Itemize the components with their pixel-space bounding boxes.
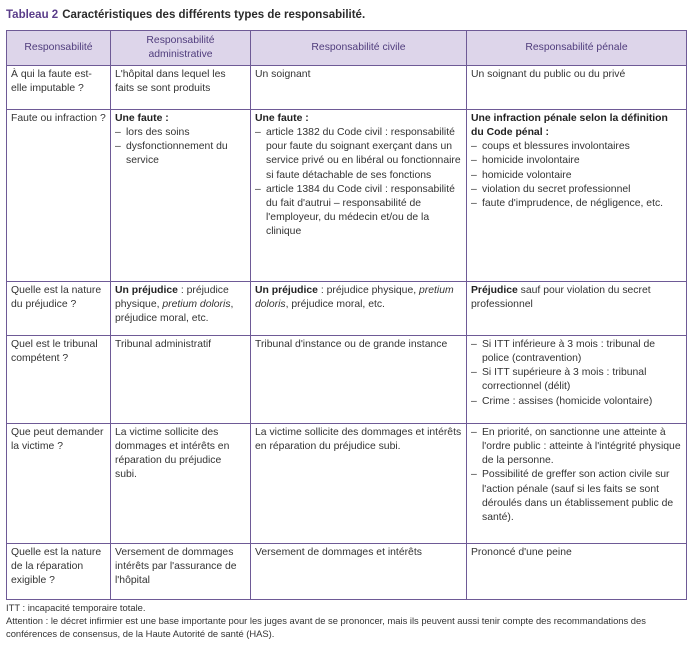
responsibility-table xyxy=(6,30,687,600)
dash-list xyxy=(255,126,462,239)
header-cell-civile: Responsabilité civile xyxy=(251,31,467,66)
cell-administrative xyxy=(111,282,251,336)
table-row xyxy=(7,282,687,336)
cell-penale xyxy=(467,110,687,282)
list-item: – Si ITT supérieure à 3 mois : tribunal correctionnel (délit) xyxy=(471,366,682,394)
cell-text: : préjudice physique, xyxy=(115,285,229,311)
row-question: À qui la faute est-elle imputable ? xyxy=(7,66,111,110)
table-row xyxy=(7,110,687,282)
cell-civile: Tribunal d'instance ou de grande instance xyxy=(251,336,467,424)
cell-penale xyxy=(467,282,687,336)
header-row xyxy=(7,31,687,66)
list-item: – Si ITT inférieure à 3 mois : tribunal de police (contravention) xyxy=(471,338,682,366)
dash-list xyxy=(471,338,682,409)
cell-bold-label: Une faute : xyxy=(255,113,309,124)
list-item: – coups et blessures involontaires xyxy=(471,140,682,154)
list-item: – article 1384 du Code civil : responsabilité du fait d'autrui – responsabilité de l'employeur, du médecin et/ou de la clinique xyxy=(255,183,462,240)
cell-italic-text: pretium doloris xyxy=(255,285,454,311)
row-question: Que peut demander la victime ? xyxy=(7,424,111,544)
list-item: – Crime : assises (homicide volontaire) xyxy=(471,395,682,409)
row-question: Quel est le tribunal compétent ? xyxy=(7,336,111,424)
cell-bold-label: Un préjudice xyxy=(255,285,318,296)
cell-civile xyxy=(251,110,467,282)
table-caption: Caractéristiques des différents types de responsabilité. xyxy=(62,9,366,21)
cell-administrative: Versement de dommages intérêts par l'assurance de l'hôpital xyxy=(111,544,251,600)
cell-administrative: L'hôpital dans lequel les faits se sont produits xyxy=(111,66,251,110)
dash-list xyxy=(471,140,682,211)
cell-penale: Un soignant du public ou du privé xyxy=(467,66,687,110)
cell-text: , préjudice moral, etc. xyxy=(285,299,385,311)
cell-bold-label: Une faute : xyxy=(115,113,169,124)
list-item: – homicide involontaire xyxy=(471,154,682,168)
cell-penale: Prononcé d'une peine xyxy=(467,544,687,600)
list-item: – lors des soins xyxy=(115,126,246,140)
cell-text: sauf pour violation du secret professionnel xyxy=(471,285,651,311)
cell-bold-label: Préjudice xyxy=(471,285,518,296)
table-row xyxy=(7,336,687,424)
list-item: – Possibilité de greffer son action civile sur l'action pénale (sauf si les faits se sont déroulés dans un établissement public de santé). xyxy=(471,468,682,525)
list-item: – homicide volontaire xyxy=(471,169,682,183)
cell-text: : préjudice physique, xyxy=(317,285,420,296)
table-title xyxy=(6,9,365,21)
list-item: – faute d'imprudence, de négligence, etc. xyxy=(471,197,682,211)
row-question: Quelle est la nature du préjudice ? xyxy=(7,282,111,336)
cell-civile: Un soignant xyxy=(251,66,467,110)
cell-penale xyxy=(467,336,687,424)
cell-administrative xyxy=(111,110,251,282)
dash-list xyxy=(115,126,246,168)
table-number: Tableau 2 xyxy=(6,9,59,21)
header-cell-responsabilite: Responsabilité xyxy=(7,31,111,66)
table-row xyxy=(7,66,687,110)
list-item: – dysfonctionnement du service xyxy=(115,140,246,168)
cell-civile xyxy=(251,282,467,336)
row-question: Faute ou infraction ? xyxy=(7,110,111,282)
row-question: Quelle est la nature de la réparation exigible ? xyxy=(7,544,111,600)
note-itt: ITT : incapacité temporaire totale. xyxy=(6,602,146,613)
table-notes xyxy=(6,601,692,640)
cell-civile: Versement de dommages et intérêts xyxy=(251,544,467,600)
note-attention: Attention : le décret infirmier est une base importante pour les juges avant de se prononcer, mais ils peuvent aussi tenir compte des recommandations des conférences de consensus, de la Haute Autorité de santé (HAS). xyxy=(6,615,646,640)
cell-penale xyxy=(467,424,687,544)
table-row xyxy=(7,424,687,544)
header-cell-administrative: Responsabilité administrative xyxy=(111,31,251,66)
cell-administrative: Tribunal administratif xyxy=(111,336,251,424)
list-item: – En priorité, on sanctionne une atteinte à l'ordre public : atteinte à l'intégrité physique de la personne. xyxy=(471,426,682,468)
table-row xyxy=(7,544,687,600)
cell-bold-label: Un préjudice xyxy=(115,285,178,296)
header-cell-penale: Responsabilité pénale xyxy=(467,31,687,66)
dash-list xyxy=(471,426,682,525)
cell-administrative: La victime sollicite des dommages et intérêts en réparation du préjudice subi. xyxy=(111,424,251,544)
cell-bold-label: Une infraction pénale selon la définition du Code pénal : xyxy=(471,113,668,139)
cell-text: , préjudice moral, etc. xyxy=(115,299,234,325)
cell-civile: La victime sollicite des dommages et intérêts en réparation du préjudice subi. xyxy=(251,424,467,544)
list-item: – article 1382 du Code civil : responsabilité pour faute du soignant exerçant dans un service privé ou en libéral ou fonctionnaire si faute détachable de ses fonctions xyxy=(255,126,462,183)
cell-italic-text: pretium doloris xyxy=(162,299,231,311)
list-item: – violation du secret professionnel xyxy=(471,183,682,197)
